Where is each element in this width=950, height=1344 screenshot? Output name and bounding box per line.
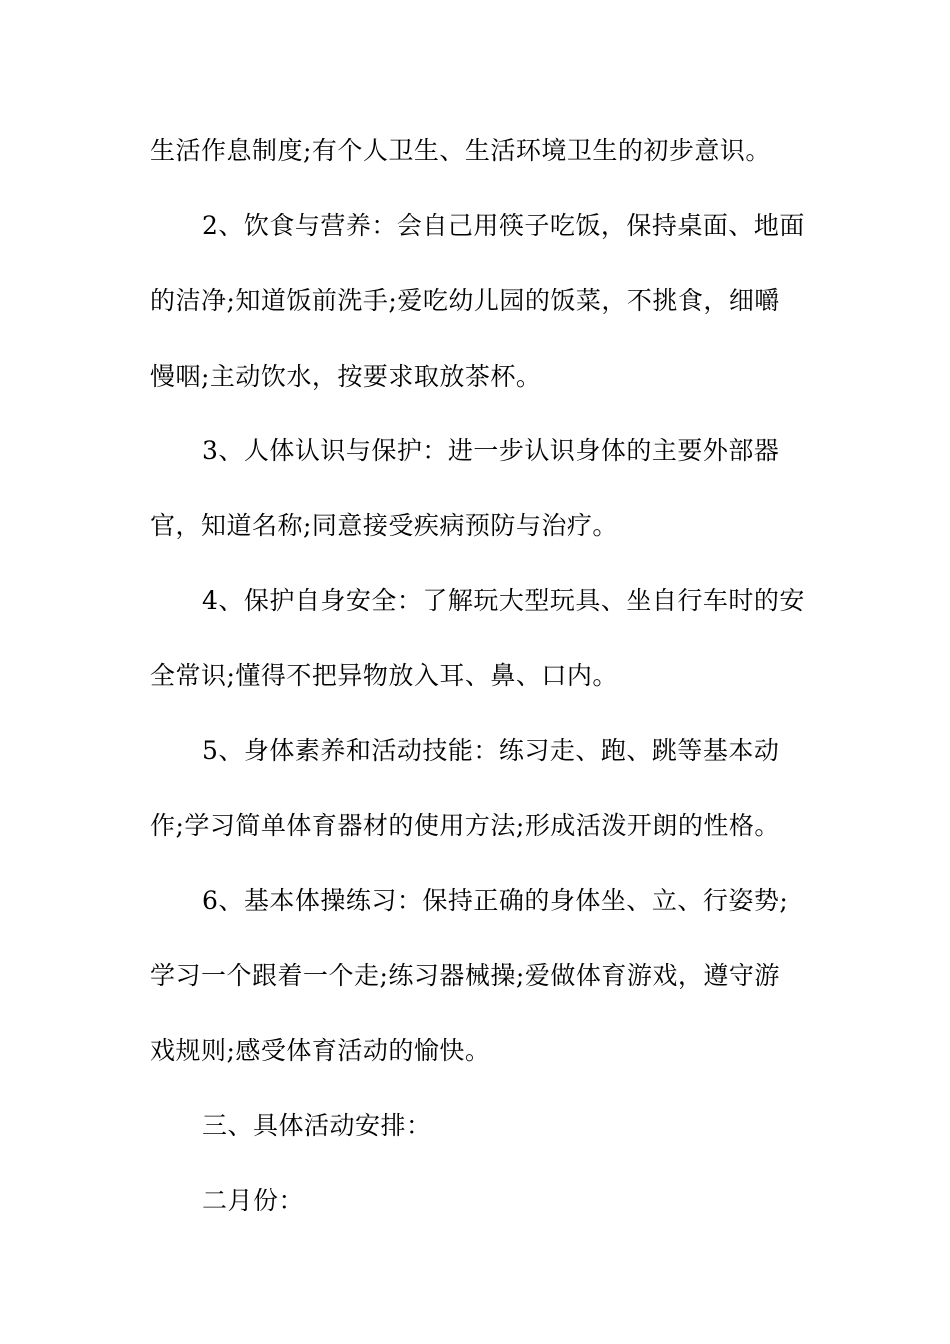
text-line-10: 作;学习简单体育器材的使用方法;形成活泼开朗的性格。	[150, 811, 780, 840]
text-line-6: 官，知道名称;同意接受疾病预防与治疗。	[150, 511, 618, 540]
text-line-5: 3、人体认识与保护：进一步认识身体的主要外部器	[202, 436, 780, 465]
subsection-heading: 二月份：	[202, 1186, 305, 1215]
text-line-8: 全常识;懂得不把异物放入耳、鼻、口内。	[150, 661, 618, 690]
text-line-11: 6、基本体操练习：保持正确的身体坐、立、行姿势;	[202, 886, 789, 915]
text-line-1: 生活作息制度;有个人卫生、生活环境卫生的初步意识。	[150, 136, 771, 165]
section-heading: 三、具体活动安排：	[202, 1111, 432, 1140]
text-line-12: 学习一个跟着一个走;练习器械操;爱做体育游戏，遵守游	[150, 961, 780, 990]
text-line-9: 5、身体素养和活动技能：练习走、跑、跳等基本动	[202, 736, 780, 765]
text-line-3: 的洁净;知道饭前洗手;爱吃幼儿园的饭菜，不挑食，细嚼	[150, 286, 780, 315]
text-line-7: 4、保护自身安全：了解玩大型玩具、坐自行车时的安	[202, 586, 805, 615]
text-line-4: 慢咽;主动饮水，按要求取放茶杯。	[150, 362, 542, 391]
text-line-13: 戏规则;感受体育活动的愉快。	[150, 1036, 491, 1065]
text-line-2: 2、饮食与营养：会自己用筷子吃饭，保持桌面、地面	[202, 211, 805, 240]
